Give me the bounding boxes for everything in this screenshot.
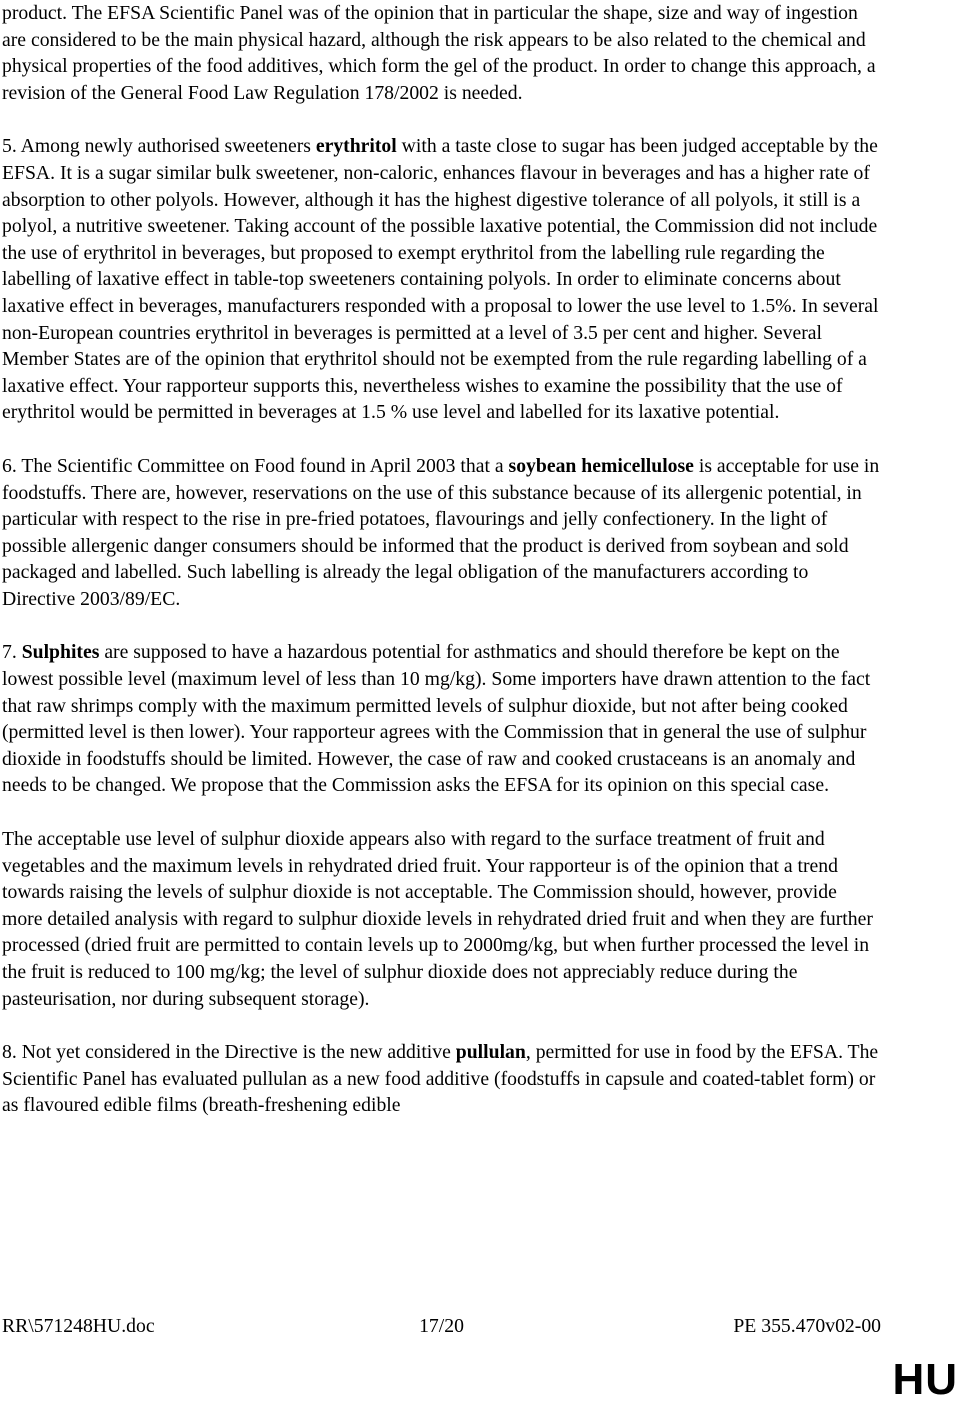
paragraph-6-body: is acceptable for use in foodstuffs. There are, however, reservations on the use of this substance because of its allergenic potential, in particular with respect to the rise in pre-fried potatoes, flavourings and jelly confectionery. In the light of possible allergenic danger consumers should be informed that the product is derived from soybean and sold packaged and labelled. Such labelling is already the legal obligation of the manufacturers according to Directive 2003/89/EC. bbox=[2, 454, 880, 610]
paragraph-8-lead: 8. Not yet considered in the Directive is the new additive bbox=[2, 1041, 456, 1064]
paragraph-6-lead: 6. The Scientific Committee on Food found in April 2003 that a bbox=[2, 454, 509, 477]
paragraph-5-body: with a taste close to sugar has been judged acceptable by the EFSA. It is a sugar similar bulk sweetener, non-caloric, enhances flavour in beverages and has a higher rate of absorption to other polyols. However, although it has the highest digestive tolerance of all polyols, it still is a polyol, a nutritive sweetener. Taking account of the possible laxative potential, the Commission did not include the use of erythritol in beverages, but proposed to exempt erythritol from the labelling rule regarding the labelling of laxative effect in table-top sweeteners containing polyols. In order to eliminate concerns about laxative effect in beverages, manufacturers responded with a proposal to lower the use level to 1.5%. In several non-European countries erythritol in beverages is permitted at a level of 3.5 per cent and higher. Several Member States are of the opinion that erythritol should not be exempted from the rule regarding labelling of a laxative effect. Your rapporteur supports this, nevertheless wishes to examine the possibility that the use of erythritol would be permitted in beverages at 1.5 % use level and labelled for its laxative potential. bbox=[2, 135, 879, 424]
paragraph-8-body: , permitted for use in food by the EFSA. The Scientific Panel has evaluated pullulan as a new food additive (foodstuffs in capsule and coated-tablet form) or as flavoured edible films (breath-freshening edible bbox=[2, 1041, 879, 1117]
paragraph-spacer bbox=[2, 426, 882, 453]
paragraph-spacer bbox=[2, 1012, 882, 1039]
paragraph-7 bbox=[2, 639, 882, 799]
document-body bbox=[2, 0, 882, 1119]
paragraph-5 bbox=[2, 133, 882, 426]
term-pullulan: pullulan bbox=[455, 1041, 526, 1064]
language-code-label: HU bbox=[892, 1355, 958, 1404]
paragraph-7-continued: The acceptable use level of sulphur dioxide appears also with regard to the surface treatment of fruit and vegetables and the maximum levels in rehydrated dried fruit. Your rapporteur is of the opinion that a trend towards raising the levels of sulphur dioxide is not acceptable. The Commission should, however, provide more detailed analysis with regard to sulphur dioxide levels in rehydrated dried fruit and when they are further processed (dried fruit are permitted to contain levels up to 2000mg/kg, but when further processed the level in the fruit is reduced to 100 mg/kg; the level of sulphur dioxide does not appreciably reduce during the pasteurisation, nor during subsequent storage). bbox=[2, 828, 873, 1010]
page-footer bbox=[2, 1313, 881, 1339]
footer-pe-reference: PE 355.470v02-00 bbox=[733, 1315, 881, 1337]
footer-page-number: 17/20 bbox=[419, 1315, 464, 1337]
term-sulphites: Sulphites bbox=[21, 641, 100, 664]
paragraph-8 bbox=[2, 1039, 882, 1119]
paragraph-spacer bbox=[2, 106, 882, 133]
paragraph-spacer bbox=[2, 612, 882, 639]
paragraph-5-lead: 5. Among newly authorised sweeteners bbox=[2, 135, 316, 158]
term-erythritol: erythritol bbox=[315, 135, 397, 158]
term-soybean-hemicellulose: soybean hemicellulose bbox=[508, 454, 694, 477]
paragraph-7-body: are supposed to have a hazardous potential for asthmatics and should therefore be kept on the lowest possible level (maximum level of less than 10 mg/kg). Some importers have drawn attention to the fact that raw shrimps comply with the maximum permitted levels of sulphur dioxide, but not after being cooked (permitted level is then lower). Your rapporteur agrees with the Commission that in general the use of sulphur dioxide in foodstuffs should be limited. However, the case of raw and cooked crustaceans is an anomaly and needs to be changed. We propose that the Commission asks the EFSA for its opinion on this special case. bbox=[2, 641, 871, 797]
paragraph-6 bbox=[2, 453, 882, 613]
footer-document-reference: RR\571248HU.doc bbox=[2, 1315, 155, 1337]
paragraph-7-lead: 7. bbox=[2, 641, 22, 664]
paragraph-spacer bbox=[2, 799, 882, 826]
paragraph-intro: product. The EFSA Scientific Panel was of the opinion that in particular the shape, size and way of ingestion are considered to be the main physical hazard, although the risk appears to be also related to the chemical and physical properties of the food additives, which form the gel of the product. In order to change this approach, a revision of the General Food Law Regulation 178/2002 is needed. bbox=[2, 2, 876, 104]
